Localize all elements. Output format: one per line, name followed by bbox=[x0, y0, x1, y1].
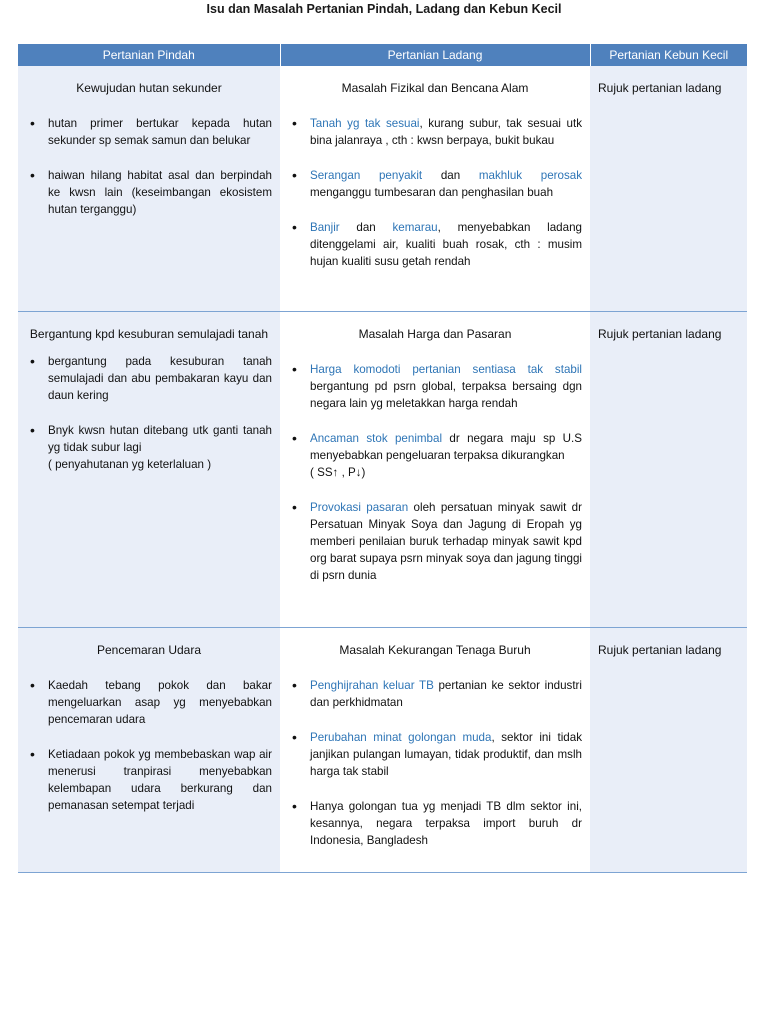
bullet-list bbox=[288, 677, 582, 849]
list-item: • hutan primer bertukar kepada hutan sekunder sp semak samun dan belukar bbox=[26, 115, 272, 149]
cell-pindah bbox=[18, 627, 280, 872]
item-text: pertanian ke sektor industri dan perkhidmatan bbox=[310, 678, 582, 709]
cell-ladang bbox=[280, 66, 590, 311]
table-row bbox=[18, 627, 747, 872]
cell-pindah bbox=[18, 311, 280, 627]
list-item bbox=[288, 219, 582, 270]
highlight-text: Ancaman stok penimbal bbox=[310, 431, 443, 445]
highlight-text: Banjir bbox=[310, 221, 340, 234]
cell-heading: Kewujudan hutan sekunder bbox=[76, 81, 222, 95]
bullet-list bbox=[288, 361, 582, 584]
highlight-text: Penghijrahan keluar TB bbox=[310, 678, 434, 692]
table-row bbox=[18, 311, 747, 627]
item-text: , kurang subur, tak sesuai utk bina jalanraya , cth : kwsn berpaya, bukit bukau bbox=[310, 117, 582, 147]
list-item bbox=[288, 729, 582, 780]
bullet-list bbox=[288, 115, 582, 270]
list-item: • haiwan hilang habitat asal dan berpindah ke kwsn lain (keseimbangan ekosistem hutan terganggu) bbox=[26, 167, 272, 218]
item-text: oleh persatuan minyak sawit dr Persatuan Minyak Soya dan Jagung di Eropah yg memberi penilaian buruk terhadap minyak sawit kpd org barat supaya psrn minyak soya dan jagung tinggi di psrn dunia bbox=[310, 500, 582, 582]
item-text: dan bbox=[422, 169, 479, 182]
highlight-text: Provokasi pasaran bbox=[310, 500, 409, 514]
header-pertanian-ladang: Pertanian Ladang bbox=[280, 44, 590, 66]
header-pertanian-kebun-kecil: Pertanian Kebun Kecil bbox=[590, 44, 747, 66]
cell-kebun-kecil bbox=[590, 311, 747, 627]
cell-ladang bbox=[280, 627, 590, 872]
list-item: • Ketiadaan pokok yg membebaskan wap air menerusi tranpirasi menyebabkan kelembapan udara berkurang dan pemanasan setempat terjadi bbox=[26, 746, 272, 814]
item-text: dr negara maju sp U.S menyebabkan pengeluaran terpaksa dikurangkan ( SS↑ , P↓) bbox=[310, 431, 583, 479]
list-item bbox=[288, 115, 582, 149]
table-header-row bbox=[18, 44, 747, 66]
cell-heading: Masalah Harga dan Pasaran bbox=[358, 326, 512, 341]
cell-kebun-kecil bbox=[590, 66, 747, 311]
list-item bbox=[288, 677, 582, 711]
bullet-list bbox=[26, 677, 272, 814]
cell-heading: Bergantung kpd kesuburan semulajadi tanah bbox=[29, 326, 269, 341]
cell-ladang bbox=[280, 311, 590, 627]
highlight-text: kemarau bbox=[392, 221, 438, 234]
bullet-list bbox=[26, 353, 272, 473]
list-item: • Bnyk kwsn hutan ditebang utk ganti tanah yg tidak subur lagi ( penyahutanan yg keterlaluan ) bbox=[26, 422, 272, 473]
issues-table bbox=[18, 44, 747, 873]
cell-heading: Masalah Fizikal dan Bencana Alam bbox=[341, 81, 529, 95]
cell-heading: Pencemaran Udara bbox=[96, 642, 202, 657]
highlight-text: Serangan penyakit bbox=[310, 169, 423, 182]
cell-heading: Rujuk pertanian ladang bbox=[598, 326, 722, 341]
item-text: bergantung pd psrn global, terpaksa bersaing dgn negara lain yg meletakkan harga rendah bbox=[310, 379, 582, 410]
list-item bbox=[288, 167, 582, 201]
highlight-text: makhluk perosak bbox=[478, 169, 582, 182]
list-item bbox=[288, 361, 582, 412]
cell-heading: Rujuk pertanian ladang bbox=[598, 81, 722, 95]
table-row bbox=[18, 66, 747, 311]
item-text: , sektor ini tidak janjikan pulangan lumayan, tidak produktif, dan mslh harga tak stabil bbox=[310, 730, 582, 778]
bullet-list bbox=[26, 115, 272, 218]
list-item: • Kaedah tebang pokok dan bakar mengeluarkan asap yg menyebabkan pencemaran udara bbox=[26, 677, 272, 728]
header-pertanian-pindah: Pertanian Pindah bbox=[18, 44, 280, 66]
highlight-text: Perubahan minat golongan muda bbox=[310, 730, 492, 744]
cell-heading: Rujuk pertanian ladang bbox=[598, 642, 722, 657]
item-text: menganggu tumbesaran dan penghasilan buah bbox=[310, 186, 554, 199]
cell-pindah bbox=[18, 66, 280, 311]
list-item: • bergantung pada kesuburan tanah semulajadi dan abu pembakaran kayu dan daun kering bbox=[26, 353, 272, 404]
highlight-text: Tanah yg tak sesuai bbox=[310, 117, 420, 130]
item-text: dan bbox=[339, 221, 393, 234]
document-title: Isu dan Masalah Pertanian Pindah, Ladang dan Kebun Kecil bbox=[206, 2, 562, 16]
cell-heading: Masalah Kekurangan Tenaga Buruh bbox=[339, 642, 531, 657]
cell-kebun-kecil bbox=[590, 627, 747, 872]
highlight-text: Harga komodoti pertanian sentiasa tak stabil bbox=[310, 362, 582, 376]
list-item bbox=[288, 499, 582, 584]
list-item bbox=[288, 798, 582, 849]
item-text: , menyebabkan ladang ditenggelami air, kualiti buah rosak, cth : musim hujan kualiti susu getah rendah bbox=[310, 221, 582, 268]
list-item bbox=[288, 430, 582, 481]
item-text: Hanya golongan tua yg menjadi TB dlm sektor ini, kesannya, negara terpaksa import buruh dr Indonesia, Bangladesh bbox=[310, 799, 582, 847]
